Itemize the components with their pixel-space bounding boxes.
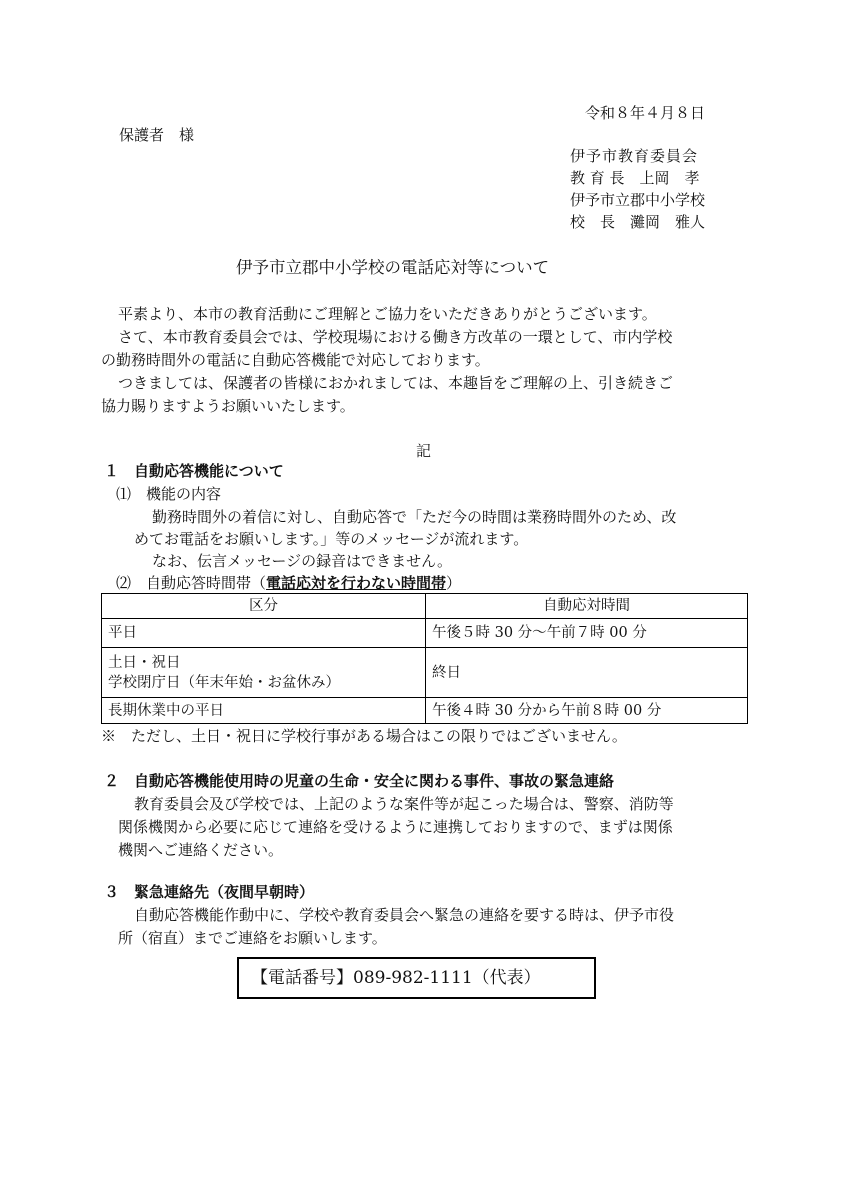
addressee: 保護者 様 <box>119 126 195 144</box>
section-1-heading: １ 自動応答機能について <box>104 462 284 480</box>
table-row <box>102 648 748 698</box>
sender-superintendent: 教 育 長 上岡 孝 <box>570 169 700 187</box>
table-cell-holidays <box>102 648 426 698</box>
table-note: ※ ただし、土日・祝日に学校行事がある場合はこの限りではございません。 <box>101 727 627 745</box>
section-3-line-1: 自動応答機能作動中に、学校や教育委員会へ緊急の連絡を要する時は、伊予市役 <box>134 906 675 924</box>
section-1-sub-2-emphasis: 電話応対を行わない時間帯 <box>266 574 447 592</box>
document-date: 令和８年４月８日 <box>585 104 706 122</box>
auto-response-hours-table <box>101 593 748 724</box>
section-2-line-2: 関係機関から必要に応じて連絡を受けるように連携しておりますので、まずは関係 <box>118 818 673 836</box>
emergency-phone-number-box: 【電話番号】089-982-1111（代表） <box>237 957 596 999</box>
table-row <box>102 698 748 724</box>
section-1-sub-1-line-2: めてお電話をお願いします。」等のメッセージが流れます。 <box>134 530 529 548</box>
section-3-heading: ３ 緊急連絡先（夜間早朝時） <box>104 883 315 901</box>
intro-paragraph-2-line-2: の勤務時間外の電話に自動応答機能で対応しております。 <box>101 351 490 369</box>
section-2-line-1: 教育委員会及び学校では、上記のような案件等が起こった場合は、警察、消防等 <box>134 795 674 813</box>
section-1-sub-2-prefix: ⑵ 自動応答時間帯（ <box>116 574 267 592</box>
table-cell-long-vacation-hours: 午後４時 30 分から午前８時 00 分 <box>426 698 748 724</box>
intro-paragraph-3-line-2: 協力賜りますようお願いいたします。 <box>101 397 355 415</box>
section-3-line-2: 所（宿直）までご連絡をお願いします。 <box>118 929 387 947</box>
document-title: 伊予市立郡中小学校の電話応対等について <box>236 258 550 277</box>
sender-org-school: 伊予市立郡中小学校 <box>570 191 706 209</box>
intro-paragraph-2-line-1: さて、本市教育委員会では、学校現場における働き方改革の一環として、市内学校 <box>118 328 673 346</box>
section-1-sub-1-label: ⑴ 機能の内容 <box>116 485 222 503</box>
table-header-row <box>102 594 748 619</box>
intro-paragraph-3-line-1: つきましては、保護者の皆様におかれましては、本趣旨をご理解の上、引き続きご <box>118 374 674 392</box>
section-1-sub-2-label <box>116 573 461 593</box>
section-2-heading: ２ 自動応答機能使用時の児童の生命・安全に関わる事件、事故の緊急連絡 <box>104 772 615 790</box>
table-cell-holidays-line-2: 学校閉庁日（年末年始・お盆休み） <box>108 674 340 691</box>
table-header-hours: 自動応対時間 <box>426 594 748 619</box>
intro-paragraph-1: 平素より、本市の教育活動にご理解とご協力をいただきありがとうございます。 <box>118 305 657 323</box>
table-cell-weekday-hours: 午後５時 30 分～午前７時 00 分 <box>426 619 748 648</box>
table-cell-holidays-line-1: 土日・祝日 <box>108 654 181 671</box>
ki-marker: 記 <box>416 442 432 460</box>
table-cell-long-vacation: 長期休業中の平日 <box>102 698 426 724</box>
table-cell-holidays-hours: 終日 <box>426 648 748 698</box>
section-1-sub-1-line-3: なお、伝言メッセージの録音はできません。 <box>152 552 453 570</box>
section-1-sub-2-close: ） <box>446 574 462 592</box>
sender-org-education-board: 伊予市教育委員会 <box>570 147 699 165</box>
table-cell-weekday: 平日 <box>102 619 426 648</box>
table-header-category: 区分 <box>102 594 426 619</box>
section-1-sub-1-line-1: 勤務時間外の着信に対し、自動応答で「ただ今の時間は業務時間外のため、改 <box>152 508 677 526</box>
sender-principal: 校 長 灘岡 雅人 <box>570 213 706 231</box>
table-row <box>102 619 748 648</box>
section-2-line-3: 機関へご連絡ください。 <box>118 841 284 859</box>
